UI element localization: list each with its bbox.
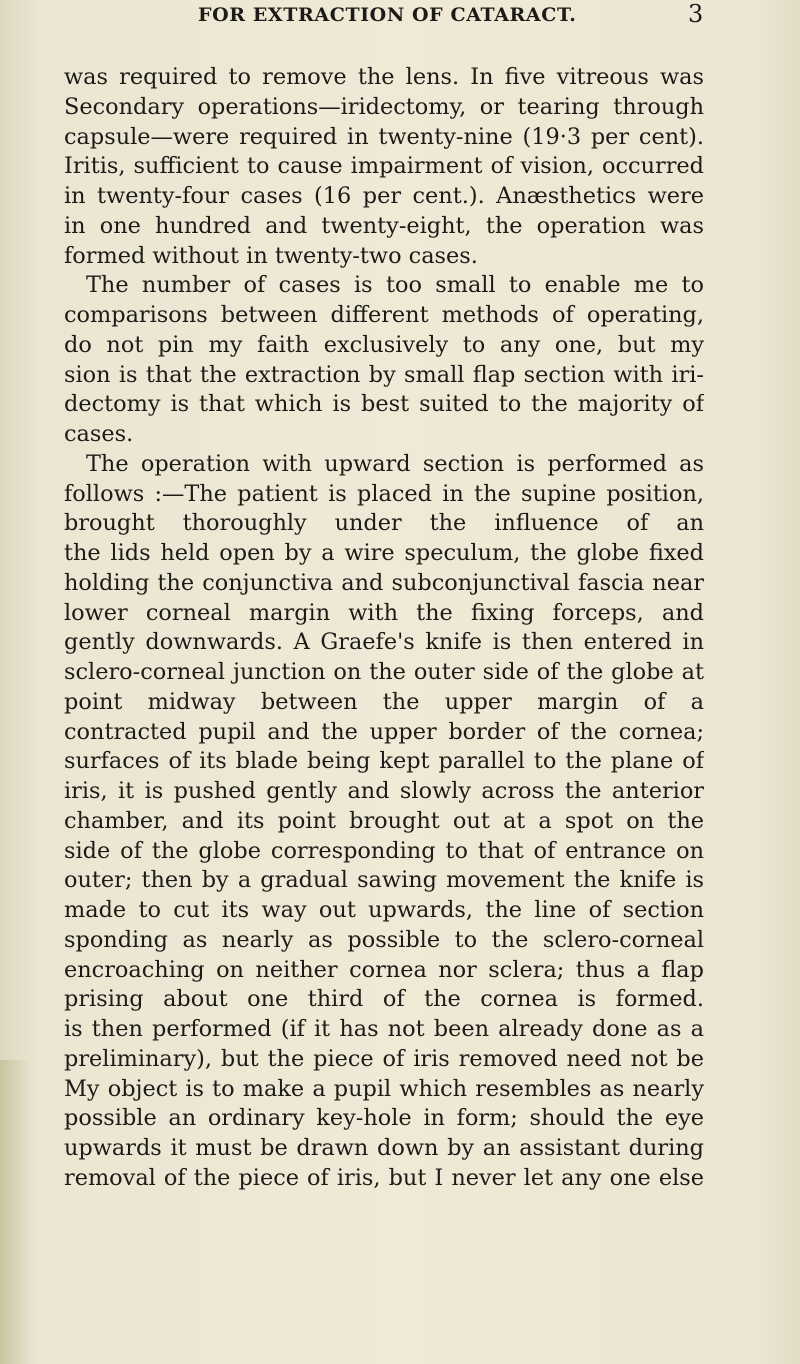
text-line: follows :—The patient is placed in the supine position, — [64, 480, 704, 507]
text-line: The number of cases is too small to enable me to — [86, 272, 704, 299]
text-line: sion is that the extraction by small flap section with iri- — [64, 361, 704, 388]
text-line: side of the globe corresponding to that of entrance on — [64, 837, 704, 864]
text-line: removal of the piece of iris, but I never let any one else — [64, 1164, 704, 1191]
text-line: upwards it must be drawn down by an assistant during — [64, 1135, 704, 1161]
text-line: sclero-corneal junction on the outer side of the globe at — [64, 659, 704, 685]
text-line: prising about one third of the cornea is formed. — [64, 986, 704, 1013]
running-title: FOR EXTRACTION OF CATARACT. — [198, 4, 577, 26]
text-line: Secondary operations—iridectomy, or tearing through — [64, 93, 704, 120]
text-line: My object is to make a pupil which resembles as nearly — [64, 1075, 704, 1102]
text-line: the lids held open by a wire speculum, the globe fixed — [64, 540, 704, 566]
text-line: brought thoroughly under the influence of an — [64, 510, 704, 537]
text-line: gently downwards. A Graefe's knife is then entered in — [64, 629, 704, 656]
text-line: The operation with upward section is performed as — [86, 450, 704, 477]
text-line: sponding as nearly as possible to the sclero-corneal — [64, 926, 704, 953]
text-line: contracted pupil and the upper border of the cornea; — [64, 718, 704, 745]
text-line: chamber, and its point brought out at a spot on the — [64, 807, 704, 834]
text-line: outer; then by a gradual sawing movement the knife is — [64, 867, 704, 894]
text-line: point midway between the upper margin of a — [64, 688, 704, 715]
text-line: was required to remove the lens. In five vitreous was — [64, 64, 704, 90]
text-line: comparisons between different methods of operating, — [64, 302, 704, 328]
text-line: dectomy is that which is best suited to the majority of — [64, 391, 704, 418]
page-edge-shadow — [0, 1060, 30, 1364]
text-line: preliminary), but the piece of iris removed need not be — [64, 1045, 704, 1072]
text-line: holding the conjunctiva and subconjunctival fascia near — [64, 569, 704, 596]
text-line: encroaching on neither cornea nor sclera; thus a flap — [64, 956, 704, 983]
text-line: surfaces of its blade being kept parallel to the plane of — [64, 748, 704, 775]
text-line: lower corneal margin with the fixing forceps, and — [64, 599, 704, 626]
text-line: is then performed (if it has not been already done as a — [64, 1016, 704, 1042]
text-line: Iritis, sufficient to cause impairment of vision, occurred — [64, 153, 704, 180]
text-line: do not pin my faith exclusively to any one, but my — [64, 331, 704, 358]
text-line: capsule—were required in twenty-nine (19·3 per cent). — [64, 123, 704, 150]
text-line: made to cut its way out upwards, the line of section — [64, 897, 704, 923]
page-number: 3 — [688, 0, 704, 28]
body-text — [64, 63, 704, 1194]
text-line: in twenty-four cases (16 per cent.). Anæsthetics were — [64, 183, 704, 209]
text-line: in one hundred and twenty-eight, the operation was — [64, 212, 704, 239]
text-line: possible an ordinary key-hole in form; should the eye — [64, 1105, 704, 1132]
text-line: iris, it is pushed gently and slowly across the anterior — [64, 778, 704, 804]
text-line: formed without in twenty-two cases. — [64, 242, 478, 269]
text-line: cases. — [64, 421, 134, 447]
